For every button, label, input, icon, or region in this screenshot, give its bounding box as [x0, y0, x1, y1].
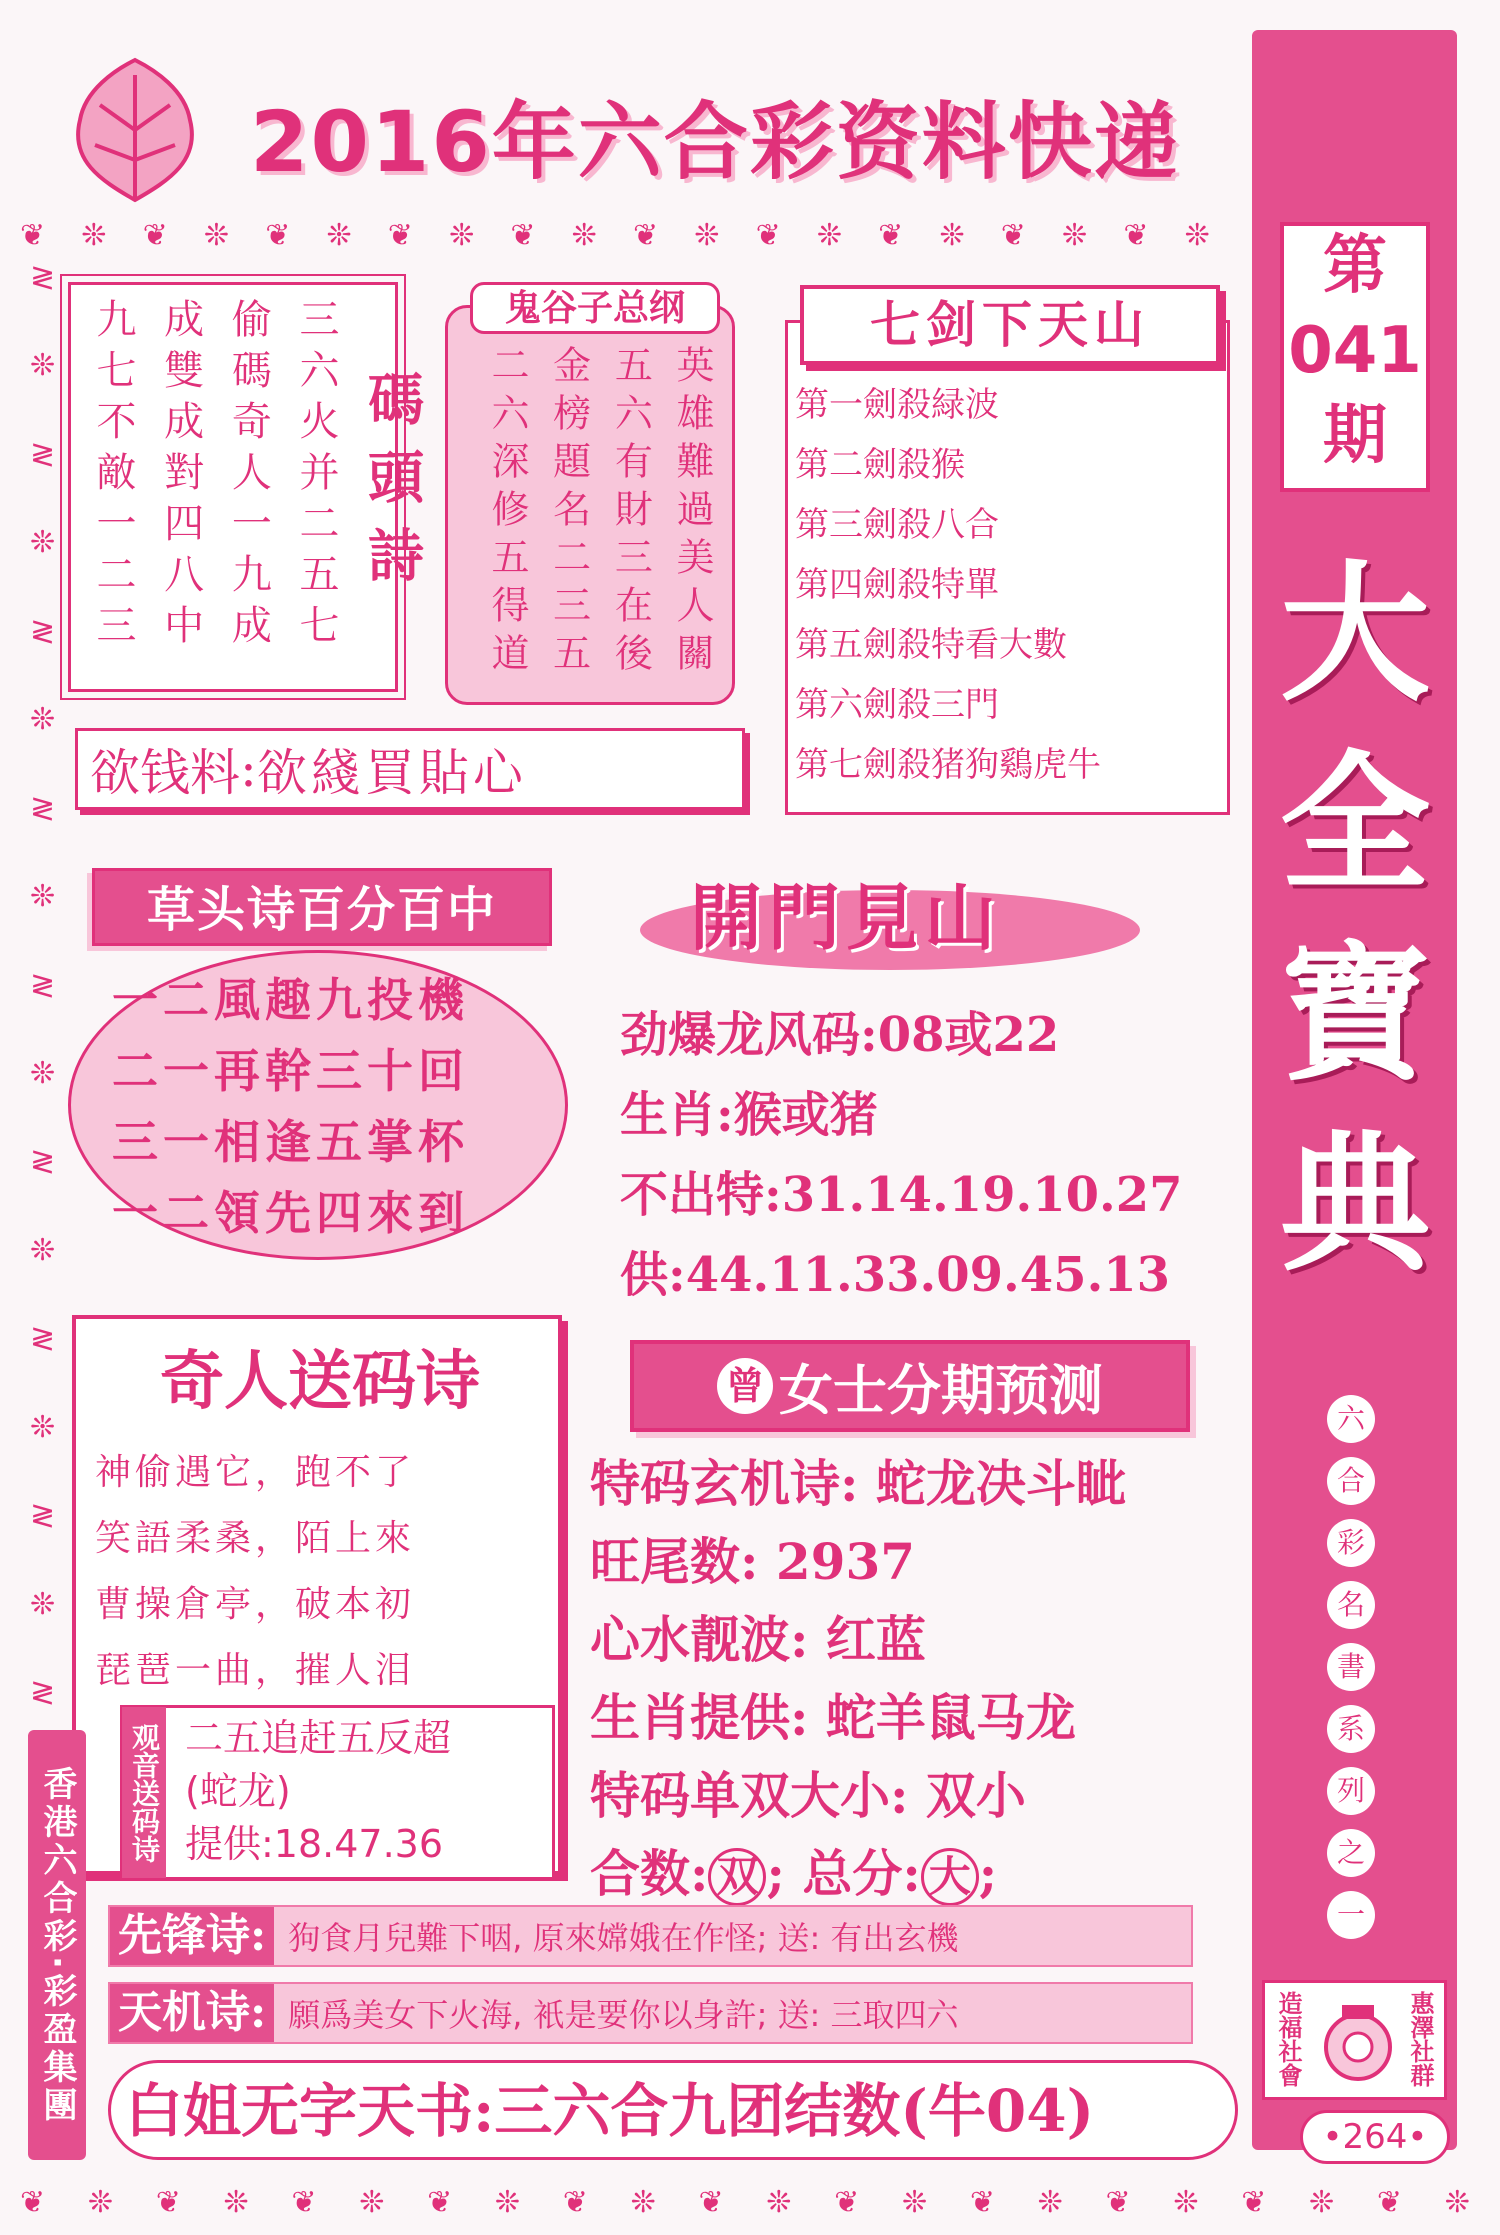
- zeng-last-prefix: 合数:: [590, 1844, 709, 1903]
- guanyin-label: 观音送码诗: [122, 1707, 166, 1878]
- series-char: 名: [1327, 1581, 1375, 1629]
- zeng-last-end: ;: [978, 1844, 998, 1903]
- series-char: 合: [1327, 1457, 1375, 1505]
- kaimen-line: [620, 995, 1240, 1075]
- caotou-line: 一二領先四來到: [112, 1186, 469, 1240]
- yuqian-box: [75, 728, 745, 810]
- series-column: [1327, 1395, 1377, 1939]
- baijie-text: 白姐无字天书:三六合九团结数(牛04): [125, 2077, 1095, 2145]
- issue-prefix: 第: [1323, 229, 1387, 303]
- org-left: 造福社會: [1274, 1991, 1303, 2087]
- guiguzi-col-2: 五六有財三在後: [608, 345, 653, 681]
- sword-item: 第三劍殺八合: [795, 505, 999, 545]
- guiguzi-col-3: 金榜題名二三五: [546, 345, 591, 681]
- sword-item: 第二劍殺猴: [795, 445, 965, 485]
- kaimen-value: 08或22: [877, 1007, 1060, 1063]
- kaimen-line: [620, 1235, 1240, 1315]
- xianfeng-text: 狗食月兒難下咽, 原來嫦娥在作怪; 送: 有出玄機: [288, 1919, 959, 1957]
- guiguzi-title: 鬼谷子总纲: [470, 282, 720, 334]
- caotou-lines: [112, 965, 552, 1249]
- big-title-char-3: 寶: [1279, 928, 1430, 1102]
- matou-col-2: 偷碼奇人一九成: [225, 298, 272, 655]
- qiren-line: 琵琶一曲，摧人泪: [95, 1650, 416, 1691]
- kaimen-line: [620, 1155, 1240, 1235]
- sword-item: 第一劍殺緑波: [795, 385, 999, 425]
- emblem-icon: [1320, 2001, 1396, 2085]
- tianji-label: 天机诗:: [110, 1984, 274, 2042]
- matou-col-4: 九七不敵一二三: [90, 298, 136, 655]
- org-right: 惠澤社群: [1406, 1991, 1435, 2087]
- series-char: 一: [1327, 1891, 1375, 1939]
- guanyin-lines: [185, 1712, 545, 1871]
- tianji-text: 願爲美女下火海, 衹是要你以身許; 送: 三取四六: [288, 1996, 959, 2034]
- sword-item: 第六劍殺三門: [795, 685, 999, 725]
- zeng-last-mid: ; 总分:: [766, 1844, 921, 1903]
- kaimen-value: 44.11.33.09.45.13: [685, 1247, 1171, 1303]
- page-title: 2016年六合彩资料快递: [250, 93, 1180, 191]
- guanyin-line2: (蛇龙): [185, 1769, 291, 1813]
- caotou-line: 二一再幹三十回: [112, 1044, 469, 1098]
- page-number: •264•: [1300, 2110, 1450, 2164]
- zeng-line: 心水靓波: 红蓝: [590, 1610, 926, 1669]
- guiguzi-col-4: 二六深修五得道: [485, 345, 529, 681]
- zeng-line-last: [590, 1835, 1250, 1913]
- series-char: 列: [1327, 1767, 1375, 1815]
- guiguzi-col-1: 英雄難過美人關: [669, 345, 714, 681]
- zeng-line: 旺尾数: 2937: [590, 1532, 916, 1591]
- qiren-line: 神偷遇它，跑不了: [95, 1452, 416, 1493]
- kaimen-label: 劲爆龙风码:: [620, 1007, 878, 1063]
- sword-item: 第七劍殺猪狗鷄虎牛: [795, 745, 1101, 785]
- sword-item: 第五劍殺特看大數: [795, 625, 1067, 665]
- issue-suffix: 期: [1323, 399, 1387, 473]
- matou-columns: [85, 298, 345, 678]
- matou-col-1: 三六火并二五七: [292, 298, 339, 655]
- guanyin-line1: 二五追赶五反超: [185, 1716, 452, 1760]
- seven-swords-title: 七剑下天山: [800, 285, 1220, 365]
- kaimen-lines: [620, 995, 1240, 1315]
- big-title-char-2: 全: [1279, 738, 1430, 912]
- matou-title: 碼頭詩: [359, 370, 425, 604]
- issue-number: 041: [1288, 314, 1422, 388]
- kaimen-label: 不出特:: [620, 1167, 782, 1223]
- big-title: [1265, 540, 1445, 1300]
- qiren-line: 笑語柔桑，陌上來: [95, 1518, 416, 1559]
- top-deco-row: ❦ ❊ ❦ ❊ ❦ ❊ ❦ ❊ ❦ ❊ ❦ ❊ ❦ ❊ ❦ ❊ ❦ ❊ ❦ ❊: [20, 218, 1210, 253]
- xianfeng-row: [108, 1905, 1193, 1967]
- series-char: 彩: [1327, 1519, 1375, 1567]
- qiren-title: 奇人送码诗: [160, 1345, 480, 1419]
- series-char: 書: [1327, 1643, 1375, 1691]
- kaimen-line: [620, 1075, 1240, 1155]
- big-title-char-1: 大: [1279, 548, 1430, 722]
- kaimen-value: 猴或猪: [733, 1087, 878, 1143]
- yuqian-colon: :: [240, 740, 257, 798]
- series-char: 六: [1327, 1395, 1375, 1443]
- bottom-deco-row: ❦ ❊ ❦ ❊ ❦ ❊ ❦ ❊ ❦ ❊ ❦ ❊ ❦ ❊ ❦ ❊ ❦ ❊ ❦ ❊ ❦ ❊: [20, 2185, 1470, 2220]
- caotou-line: 一二風趣九投機: [112, 973, 469, 1027]
- yuqian-label: 欲钱料: [90, 744, 240, 802]
- kaimen-label: 供:: [620, 1247, 686, 1303]
- series-char: 之: [1327, 1829, 1375, 1877]
- matou-col-3: 成雙成對四八中: [157, 298, 204, 655]
- zeng-line: 特码玄机诗: 蛇龙决斗眦: [590, 1454, 1126, 1513]
- xianfeng-label: 先锋诗:: [110, 1907, 274, 1965]
- left-vertical-label: 香港六合彩·彩盈集團: [28, 1730, 86, 2160]
- kaimen-value: 31.14.19.10.27: [781, 1167, 1183, 1223]
- zeng-icon: 曾: [717, 1358, 773, 1414]
- zeng-line: 生肖提供: 蛇羊鼠马龙: [590, 1688, 1076, 1747]
- big-title-char-4: 典: [1279, 1118, 1430, 1292]
- zeng-title: 女士分期预测: [779, 1358, 1103, 1422]
- guanyin-line3: 提供:18.47.36: [185, 1822, 444, 1866]
- issue-box: [1280, 222, 1430, 492]
- guiguzi-columns: [480, 345, 720, 700]
- zeng-line: 特码单双大小: 双小: [590, 1766, 1026, 1825]
- qiren-line: 曹操倉亭，破本初: [95, 1584, 416, 1625]
- seven-swords-list: [795, 375, 1225, 795]
- org-box: [1262, 1980, 1447, 2100]
- leaf-logo: [60, 50, 210, 210]
- zeng-lines: [590, 1445, 1250, 1913]
- kaimen-label: 生肖:: [620, 1087, 734, 1143]
- caotou-title: 草头诗百分百中: [92, 868, 552, 946]
- yuqian-value: 欲綫買貼心: [256, 744, 527, 802]
- sword-item: 第四劍殺特單: [795, 565, 999, 605]
- series-char: 系: [1327, 1705, 1375, 1753]
- kaimen-title: 開門見山: [690, 875, 1003, 960]
- qiren-lines: [95, 1440, 545, 1704]
- zeng-circle-2: 大: [921, 1848, 979, 1906]
- tianji-row: [108, 1982, 1193, 2044]
- caotou-line: 三一相逢五掌杯: [112, 1115, 469, 1169]
- left-deco-col: ≷ ❊ ≷ ❊ ≷ ❊ ≷ ❊ ≷ ❊ ≷ ❊ ≷ ❊ ≷ ❊ ≷: [30, 260, 56, 1710]
- zeng-circle-1: 双: [708, 1848, 766, 1906]
- zeng-title-box: [630, 1340, 1190, 1432]
